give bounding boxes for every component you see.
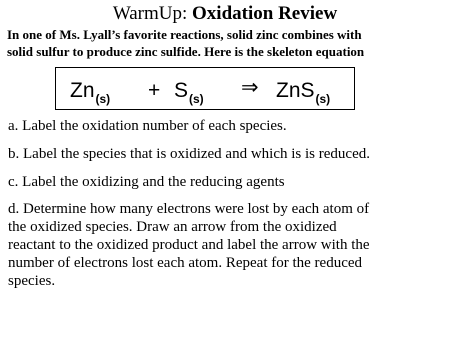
intro-line-2: solid sulfur to produce zinc sulfide. Here is the skeleton equation (7, 44, 365, 59)
zinc-symbol: Zn (70, 79, 95, 102)
reaction-arrow-icon: ⇒ (241, 76, 259, 99)
sulfur-symbol: S (174, 79, 189, 102)
equation-box (55, 67, 355, 110)
question-b: b. Label the species that is oxidized and which is is reduced. (8, 146, 370, 162)
equation-reactant-zinc (70, 79, 110, 105)
question-d-line: reactant to the oxidized product and label the arrow with the (8, 237, 370, 253)
sulfur-state: (s) (189, 92, 204, 106)
equation-product-zinc-sulfide (276, 79, 330, 105)
question-d-line: d. Determine how many electrons were lost by each atom of (8, 201, 370, 217)
question-a: a. Label the oxidation number of each species. (8, 118, 287, 134)
zinc-sulfide-symbol: ZnS (276, 79, 315, 102)
question-c: c. Label the oxidizing and the reducing agents (8, 174, 285, 190)
intro-paragraph (7, 26, 447, 60)
title-bold: Oxidation Review (192, 3, 338, 24)
question-d (8, 200, 448, 290)
page-title (0, 3, 450, 25)
question-d-line: the oxidized species. Draw an arrow from the oxidized (8, 219, 337, 235)
question-d-line: number of electrons lost each atom. Repeat for the reduced (8, 255, 363, 271)
title-prefix: WarmUp: (112, 3, 193, 24)
zinc-sulfide-state: (s) (315, 92, 331, 106)
equation-plus: + (148, 79, 161, 102)
zinc-state: (s) (95, 92, 111, 106)
equation-reactant-sulfur (174, 79, 204, 105)
intro-line-1: In one of Ms. Lyall’s favorite reactions, solid zinc combines with (7, 27, 362, 42)
question-d-line: species. (8, 273, 56, 289)
